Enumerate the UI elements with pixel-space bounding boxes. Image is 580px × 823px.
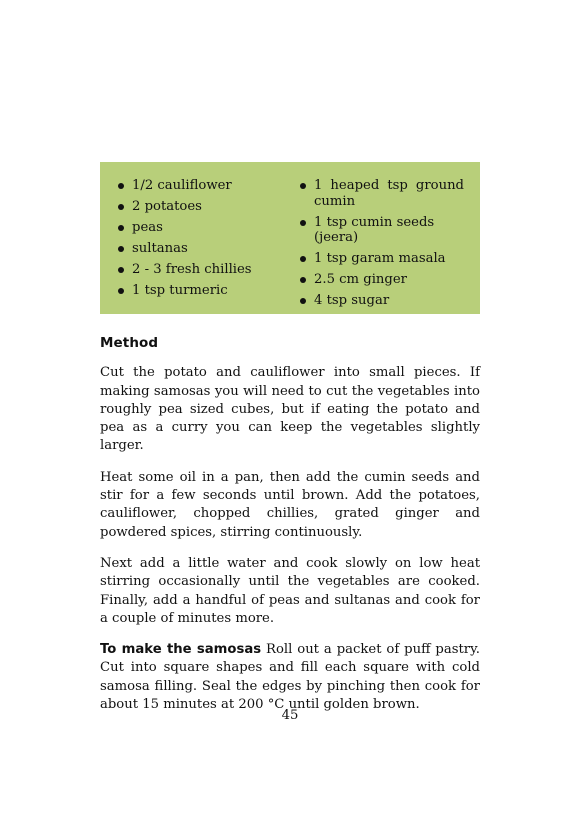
ingredient-item: 1 heaped tsp ground cumin (298, 178, 464, 209)
samosa-heading: To make the samosas (100, 642, 262, 658)
ingredient-item: peas (116, 220, 282, 236)
ingredients-box (100, 162, 480, 314)
ingredient-item: 1 tsp turmeric (116, 283, 282, 299)
ingredients-list-right (298, 178, 464, 314)
method-paragraph: Next add a little water and cook slowly on low heat stirring occasionally until the vegetables are cooked. Finally, add a handful of peas and sultanas and cook for a couple of minutes more. (100, 555, 480, 626)
ingredients-list-left (116, 178, 282, 314)
ingredient-item: 1/2 cauliflower (116, 178, 282, 194)
ingredient-item: 2.5 cm ginger (298, 272, 464, 288)
ingredient-item: 1 tsp cumin seeds (jeera) (298, 215, 464, 246)
samosa-paragraph (100, 641, 480, 714)
samosa-text: Roll out a packet of puff pastry. Cut into square shapes and fill each square with cold samosa filling. Seal the edges by pinching then cook for about 15 minutes at 200 °C until golden brown. (100, 642, 480, 713)
ingredient-item: 2 - 3 fresh chillies (116, 262, 282, 278)
method-paragraph: Heat some oil in a pan, then add the cumin seeds and stir for a few seconds until brown. Add the potatoes, cauliflower, chopped chillies, grated ginger and powdered spices, stirring continuously. (100, 469, 480, 540)
ingredient-item: 1 tsp garam masala (298, 251, 464, 267)
page-number: 45 (281, 708, 299, 723)
method-heading: Method (100, 335, 159, 351)
method-section (100, 334, 480, 727)
ingredient-item: 2 potatoes (116, 199, 282, 215)
ingredient-item: 4 tsp sugar (298, 293, 464, 309)
method-paragraph: Cut the potato and cauliflower into small pieces. If making samosas you will need to cut the vegetables into roughly pea sized cubes, but if eating the potato and pea as a curry you can keep the vegetables slightly larger. (100, 365, 480, 454)
ingredient-item: sultanas (116, 241, 282, 257)
